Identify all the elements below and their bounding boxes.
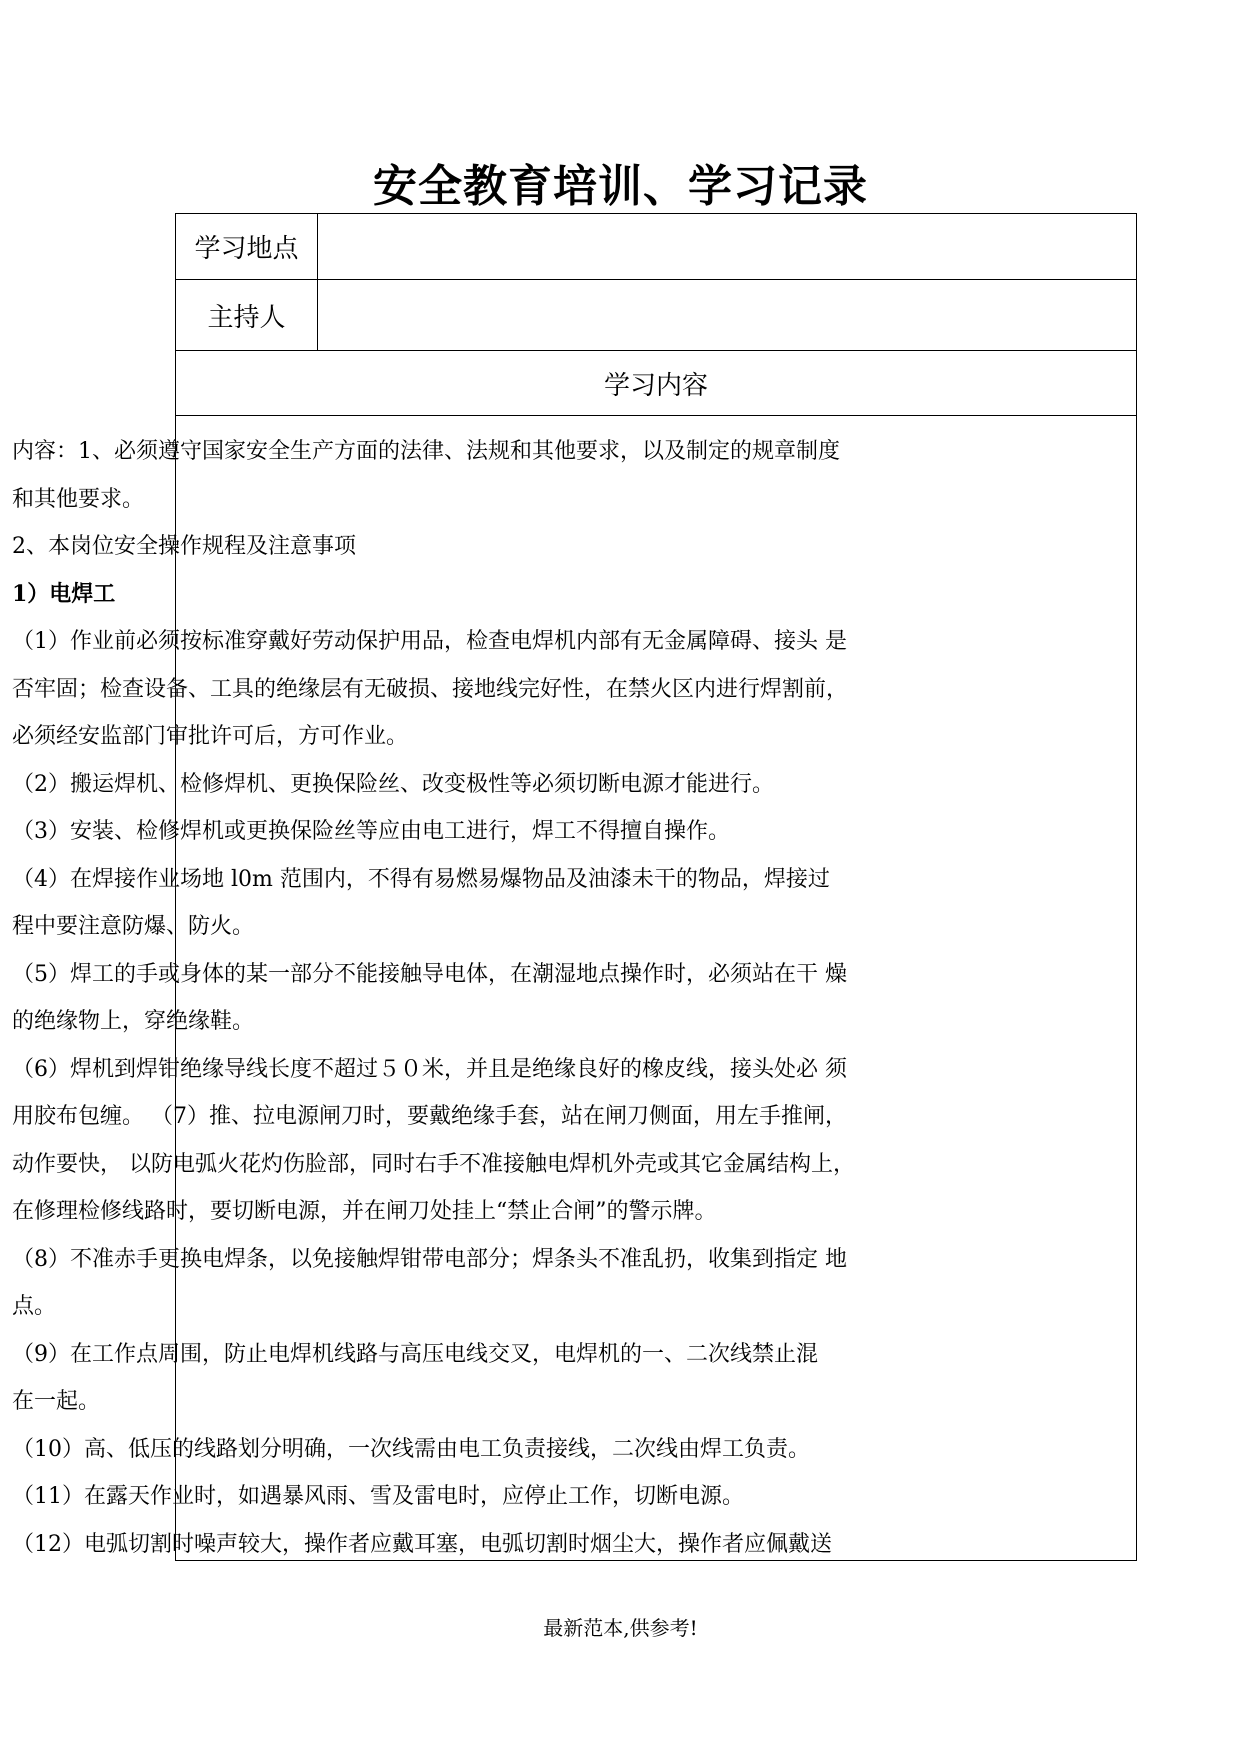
content-line: 程中要注意防爆、防火。 (12, 914, 255, 939)
content-line: （4）在焊接作业场地 l0m 范围内，不得有易燃易爆物品及油漆未干的物品，焊接过 (12, 866, 830, 892)
content-line: （9）在工作点周围，防止电焊机线路与高压电线交叉，电焊机的一、二次线禁止混 (12, 1341, 818, 1367)
content-line: 在修理检修线路时，要切断电源，并在闸刀处挂上“禁止合闸”的警示牌。 (12, 1199, 717, 1224)
content-line: （5）焊工的手或身体的某一部分不能接触导电体，在潮湿地点操作时，必须站在干 燥 (12, 961, 847, 987)
content-body (12, 428, 1231, 1568)
content-line: 否牢固；检查设备、工具的绝缘层有无破损、接地线完好性，在禁火区内进行焊割前， (12, 676, 849, 702)
content-header: 学习内容 (603, 370, 708, 401)
host-label: 主持人 (176, 280, 318, 350)
content-line: （3）安装、检修焊机或更换保险丝等应由电工进行，焊工不得擅自操作。 (12, 819, 730, 844)
footer-note: 最新范本,供参考! (543, 1616, 698, 1640)
content-line: （8）不准赤手更换电焊条，以免接触焊钳带电部分；焊条头不准乱扔，收集到指定 地 (12, 1246, 847, 1272)
host-row (176, 280, 1136, 351)
content-line: 的绝缘物上，穿绝缘鞋。 (12, 1009, 255, 1034)
content-line: （12）电弧切割时噪声较大，操作者应戴耳塞，电弧切割时烟尘大，操作者应佩戴送 (12, 1531, 832, 1557)
content-header-row (176, 351, 1136, 416)
content-line: （10）高、低压的线路划分明确，一次线需由电工负责接线，二次线由焊工负责。 (12, 1436, 810, 1462)
content-line: 1）电焊工 (12, 580, 116, 607)
location-label: 学习地点 (176, 214, 318, 279)
content-line: 必须经安监部门审批许可后，方可作业。 (12, 724, 409, 749)
content-line: 内容：1、必须遵守国家安全生产方面的法律、法规和其他要求，以及制定的规章制度 (12, 439, 840, 464)
content-line: 点。 (12, 1294, 57, 1319)
content-line: 用胶布包缠。 （7）推、拉电源闸刀时，要戴绝缘手套，站在闸刀侧面，用左手推闸， (12, 1104, 847, 1129)
content-line: 在一起。 (12, 1389, 101, 1414)
content-line: （1）作业前必须按标准穿戴好劳动保护用品，检查电焊机内部有无金属障碍、接头 是 (12, 629, 847, 654)
page-title: 安全教育培训、学习记录 (373, 161, 868, 212)
location-row (176, 214, 1136, 280)
content-line: 和其他要求。 (12, 486, 145, 512)
location-value[interactable] (318, 214, 1136, 279)
host-value[interactable] (318, 280, 1136, 350)
content-line: （2）搬运焊机、检修焊机、更换保险丝、改变极性等必须切断电源才能进行。 (12, 771, 774, 797)
content-line: 2、本岗位安全操作规程及注意事项 (12, 534, 356, 559)
content-line: （6）焊机到焊钳绝缘导线长度不超过５０米，并且是绝缘良好的橡皮线，接头处必 须 (12, 1056, 847, 1082)
content-line: （11）在露天作业时，如遇暴风雨、雪及雷电时，应停止工作，切断电源。 (12, 1484, 744, 1509)
content-line: 动作要快， 以防电弧火花灼伤脸部，同时右手不准接触电焊机外壳或其它金属结构上， (12, 1151, 855, 1177)
